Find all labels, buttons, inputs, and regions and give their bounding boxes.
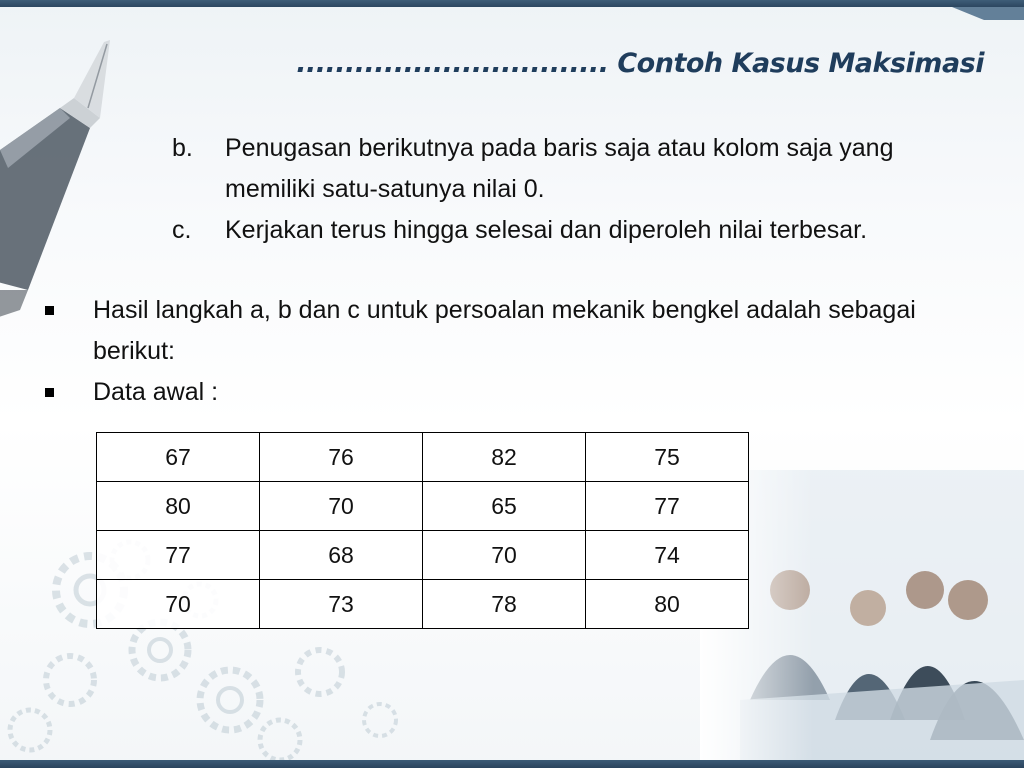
- list-item-text: Kerjakan terus hingga selesai dan diperoleh nilai terbesar.: [225, 216, 868, 244]
- table-cell: 77: [97, 531, 260, 580]
- table-cell: 70: [97, 580, 260, 629]
- table-row: [97, 580, 749, 629]
- table-cell: 75: [586, 433, 749, 482]
- table-cell: 78: [423, 580, 586, 629]
- bullet-text: Hasil langkah a, b dan c untuk persoalan mekanik bengkel adalah sebagai berikut:: [93, 296, 916, 365]
- table-cell: 77: [586, 482, 749, 531]
- table-cell: 67: [97, 433, 260, 482]
- table-cell: 65: [423, 482, 586, 531]
- data-table: [96, 432, 749, 629]
- list-item-text: Penugasan berikutnya pada baris saja atau kolom saja yang memiliki satu-satunya nilai 0.: [225, 134, 894, 203]
- table-row: [97, 433, 749, 482]
- table-row: [97, 531, 749, 580]
- table-cell: 76: [260, 433, 423, 482]
- table-cell: 68: [260, 531, 423, 580]
- square-bullet-icon: [42, 372, 93, 413]
- list-marker: c.: [172, 216, 192, 244]
- table-cell: 73: [260, 580, 423, 629]
- table-cell: 82: [423, 433, 586, 482]
- list-item: [172, 128, 982, 210]
- bullet-text: Data awal :: [93, 378, 219, 406]
- table-cell: 80: [97, 482, 260, 531]
- table-cell: 70: [423, 531, 586, 580]
- bullet-item: [42, 290, 942, 372]
- bullet-item: [42, 372, 942, 413]
- table-cell: 80: [586, 580, 749, 629]
- bullet-list: [42, 290, 942, 413]
- sub-list: [172, 128, 982, 251]
- table-row: [97, 482, 749, 531]
- slide-title: ................................ Contoh Kasus Maksimasi: [296, 48, 984, 79]
- table-cell: 70: [260, 482, 423, 531]
- top-bar: [0, 0, 1024, 7]
- list-item: [172, 210, 982, 251]
- table-cell: 74: [586, 531, 749, 580]
- bottom-bar: [0, 760, 1024, 768]
- square-bullet-icon: [42, 290, 93, 372]
- fountain-pen-icon: [0, 40, 110, 320]
- list-marker: b.: [172, 134, 193, 162]
